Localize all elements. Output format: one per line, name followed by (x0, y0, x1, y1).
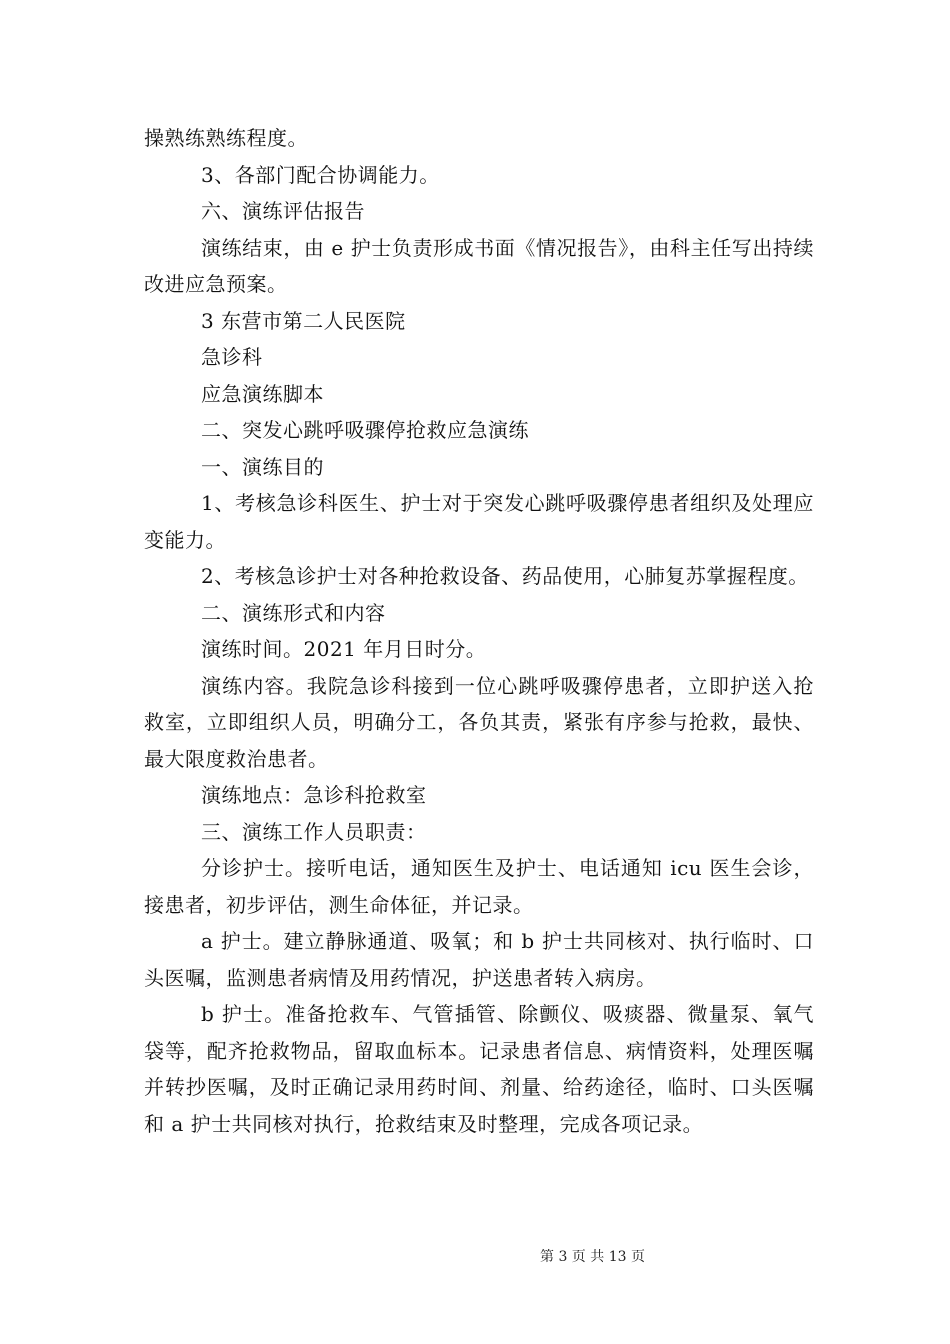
section-heading: 三、演练工作人员职责： (201, 819, 427, 844)
section-heading: 二、突发心跳呼吸骤停抢救应急演练 (201, 418, 529, 442)
paragraph: 3、各部门配合协调能力。 (201, 162, 440, 187)
paragraph: 演练地点：急诊科抢救室 (201, 783, 427, 807)
paragraph: b 护士。准备抢救车、气管插管、除颤仪、吸痰器、微量泵、氧气袋等，配齐抢救物品，留取血标本。记录患者信息、病情资料，处理医嘱并转抄医嘱，及时正确记录用药时间、剂量、给药途径，临时、口头医嘱和 a 护士共同核对执行，抢救结束及时整理，完成各项记录。 (144, 1002, 814, 1136)
document-body (144, 120, 814, 1142)
paragraph: 演练内容。我院急诊科接到一位心跳呼吸骤停患者，立即护送入抢救室，立即组织人员，明确分工，各负其责，紧张有序参与抢救，最快、最大限度救治患者。 (144, 673, 814, 771)
paragraph: 2、考核急诊护士对各种抢救设备、药品使用，心肺复苏掌握程度。 (201, 564, 809, 588)
paragraph: a 护士。建立静脉通道、吸氧；和 b 护士共同核对、执行临时、口头医嘱，监测患者病情及用药情况，护送患者转入病房。 (144, 929, 814, 990)
paragraph: 操熟练熟练程度。 (144, 126, 308, 150)
section-heading: 二、演练形式和内容 (201, 600, 386, 625)
paragraph: 演练结束，由 e 护士负责形成书面《情况报告》，由科主任写出持续改进应急预案。 (144, 235, 814, 296)
hospital-name: 3 东营市第二人民医院 (201, 308, 406, 333)
page-number-footer: 第 3 页 共 13 页 (540, 1249, 645, 1265)
paragraph: 分诊护士。接听电话，通知医生及护士、电话通知 icu 医生会诊，接患者，初步评估，测生命体征，并记录。 (144, 856, 814, 917)
paragraph: 1、考核急诊科医生、护士对于突发心跳呼吸骤停患者组织及处理应变能力。 (144, 491, 814, 552)
section-heading: 一、演练目的 (201, 454, 324, 479)
paragraph: 演练时间。2021 年月日时分。 (201, 637, 487, 661)
section-heading: 六、演练评估报告 (201, 199, 365, 223)
department-name: 急诊科 (201, 345, 263, 369)
document-title: 应急演练脚本 (201, 381, 324, 406)
